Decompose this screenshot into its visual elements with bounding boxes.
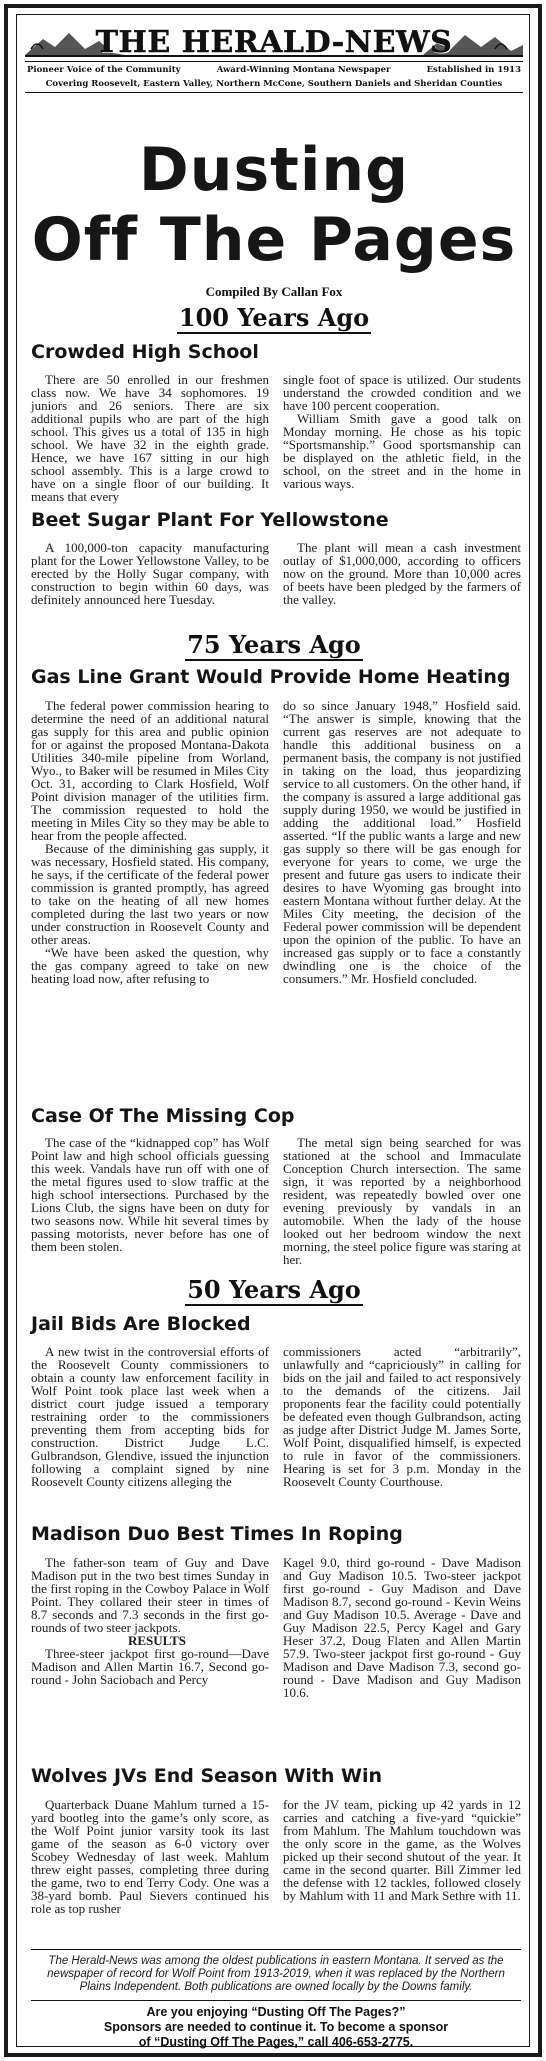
byline: Compiled By Callan Fox — [205, 284, 343, 299]
headline: Case Of The Missing Cop — [31, 1105, 295, 1127]
article-column-right — [283, 1556, 521, 1699]
paragraph: The case of the “kidnapped cop” has Wolf Point law and high school officials guessing this week. Vandals have run off with one of the metal figures used to slow traffic at the high school intersections. Purchased by the Lions Club, the signs have been on duty for two seasons now. While hit several times by passing motorists, never before has one of them been stolen. — [31, 1135, 269, 1254]
article-column-right — [283, 699, 521, 985]
masthead-tagline-left: Pioneer Voice of the Community — [27, 65, 181, 75]
article-column-right — [283, 373, 521, 490]
era-heading-50: 50 Years Ago — [187, 1275, 361, 1304]
headline: Gas Line Grant Would Provide Home Heating — [31, 666, 511, 688]
sponsor-callout-line: Sponsors are needed to continue it. To become a sponsor — [103, 2020, 449, 2034]
article-column-right — [283, 1136, 521, 1266]
article-column-left — [31, 1345, 269, 1488]
headline: Wolves JVs End Season With Win — [31, 1765, 383, 1787]
divider — [31, 1949, 521, 1950]
masthead-tagline-right: Established in 1913 — [426, 65, 521, 75]
sponsor-callout-line: Are you enjoying “Dusting Off The Pages?” — [146, 2005, 406, 2019]
article-column-right — [283, 541, 521, 606]
headline: Beet Sugar Plant For Yellowstone — [31, 509, 389, 531]
headline: Madison Duo Best Times In Roping — [31, 1523, 403, 1545]
article-body — [31, 373, 521, 505]
article-body — [31, 1345, 521, 1517]
article-body — [31, 699, 521, 1097]
article-column-left — [31, 699, 269, 985]
paragraph: Quarterback Duane Mahlum turned a 15-yard bootleg into the game’s only score, as the Wolf Point junior varsity took its last game of the season as 6-0 victory over Scobey Wednesday of last week. Mahlum threw eight passes, completing three during the game, two to end Terry Cody. One was a 38-yard bomb. Paul Sievers continued his role as top rusher — [31, 1797, 269, 1916]
masthead — [25, 23, 523, 93]
paragraph: Three-steer jackpot first go-round—Dave Madison and Allen Martin 16.7, Second go-round - John Saciobach and Percy — [31, 1646, 269, 1687]
paragraph: The federal power commission hearing to determine the need of an additional natural gas supply for this area and public opinion for or against the proposed Montana-Dakota Utilities 340-mile pipeline from Worland, Wyo., to Baker will be resumed in Miles City Oct. 31, according to Clark Hosfield, Wolf Point division manager of the utilities firm. The commission requested to hold the meeting in Miles City so they may be able to hear from the people affected. — [31, 698, 269, 843]
masthead-title — [25, 23, 523, 61]
article-body — [31, 1798, 521, 1943]
paragraph: William Smith gave a good talk on Monday morning. He chose as his topic “Sportsmanship.” Good sportsmanship can be displayed on the athletic field, in the school, on the street and in the home in various ways. — [283, 411, 521, 491]
paragraph: do so since January 1948,” Hosfield said. “The answer is simple, knowing that the current gas reserves are not adequate to handle this additional business on a permanent basis, the company is not justified in taking on the load, thus jeopardizing service to all customers. On the other hand, if the company is assured a large additional gas supply during 1950, we would be justified in adding the additional load.” Hosfield asserted. “If the public wants a large and new gas supply so there will be gas enough for everyone for years to come, we urge the present and future gas users to indicate their desires to have Wyoming gas brought into eastern Montana without further delay. At the Miles City meeting, the decision of the Federal power commission will be dependent upon the opinion of the public. To have an increased gas supply or to face a constantly dwindling one is the choice of the consumers.” Mr. Hosfield concluded. — [283, 698, 521, 986]
article-column-left — [31, 373, 269, 503]
masthead-name: THE HERALD-NEWS — [95, 24, 453, 60]
article-column-left — [31, 1798, 269, 1915]
masthead-tagline-center: Award-Winning Montana Newspaper — [216, 65, 391, 75]
article-body — [31, 541, 521, 621]
sponsor-callout-line: of “Dusting Off The Pages,” call 406-653-2775. — [138, 2035, 414, 2049]
paragraph: The father-son team of Guy and Dave Madison put in the two best times Sunday in the first roping in the Cowboy Palace in Wolf Point. They collared their steer in times of 8.7 seconds and 7.3 seconds in the first go-rounds of two steer jackpots. — [31, 1555, 269, 1635]
results-label: RESULTS — [127, 1633, 187, 1648]
masthead-coverage: Covering Roosevelt, Eastern Valley, Northern McCone, Southern Daniels and Sheridan Counties — [25, 77, 523, 93]
page-frame — [4, 4, 542, 2057]
headline: Crowded High School — [31, 341, 259, 363]
paragraph: commissioners acted “arbitrarily”, unlawfully and “capriciously” in calling for bids on the jail and failed to act responsively to the demands of the citizens. Jail proponents fear the facility could potentially be defeated even though Gulbrandson, acting as judge after District Judge M. James Sorte, Wolf Point, disqualified himself, is expected to rule in favor of the commissioners. Hearing is set for 3 p.m. Monday in the Roosevelt County Courthouse. — [283, 1344, 521, 1489]
article-column-right — [283, 1345, 521, 1488]
era-heading-75: 75 Years Ago — [187, 630, 361, 659]
paragraph: A 100,000-ton capacity manufacturing plant for the Lower Yellowstone Valley, to be erected by the Holly Sugar company, with construction to begin within 60 days, was definitely announced here Tuesday. — [31, 540, 269, 607]
paragraph: for the JV team, picking up 42 yards in 12 carries and catching a five-yard “quickie” from Mahlum. The Mahlum touchdown was the only score in the game, as the Wolves picked up their second shutout of the year. It came in the second quarter. Bill Zimmer led the defense with 12 tackles, followed closely by Mahlum with 11 and Mark Sethre with 11. — [283, 1797, 521, 1903]
era-heading-100: 100 Years Ago — [178, 303, 370, 332]
paragraph: Kagel 9.0, third go-round - Dave Madison and Guy Madison 10.5. Two-steer jackpot first go-round - Guy Madison and Dave Madison 8.7, second go-round - Kevin Weins and Guy Madison 10.5. Average - Dave and Guy Madison 22.5, Percy Kagel and Gary Heser 37.2, Doug Flaten and Allen Martin 57.9. Two-steer jackpot first go-round - Guy Madison and Dave Madison 7.3, second go-round - Dave Madison and Guy Madison 10.6. — [283, 1555, 521, 1700]
footer-note: The Herald-News was among the oldest publications in eastern Montana. It served as the newspaper of record for Wolf Point from 1913-2019, when it was replaced by the Northern Plains Independent. Both publications are owned locally by the Downs family. — [47, 1955, 505, 1993]
article-column-left — [31, 1556, 269, 1686]
article-column-left — [31, 1136, 269, 1253]
article-column-left — [31, 541, 269, 606]
paragraph: The plant will mean a cash investment outlay of $1,000,000, according to officers now on the ground. More than 10,000 acres of beets have been pledged by the farmers of the valley. — [283, 540, 521, 607]
paragraph: The metal sign being searched for was stationed at the school and Immaculate Conception Church intersection. The same sign, it was reported by a neighborhood resident, was repeatedly bowled over one evening previously by vandals in an automobile. When the lady of the house looked out her bedroom window the next morning, the steel police figure was staring at her. — [283, 1135, 521, 1267]
paragraph: single foot of space is utilized. Our students understand the crowded condition and we have 100 percent cooperation. — [283, 372, 521, 413]
article-body — [31, 1556, 521, 1764]
masthead-taglines — [25, 61, 523, 77]
page-title-line-1: Dusting — [138, 135, 410, 205]
paragraph: Because of the diminishing gas supply, it was necessary, Hosfield stated. His company, he says, if the certificate of the federal power commission is granted promptly, has agreed to take on the heating of all new homes completed during the last two years or now under construction in Roosevelt County and other areas. — [31, 841, 269, 947]
paragraph: A new twist in the controversial efforts of the Roosevelt County commissioners to obtain a county law enforcement facility in Wolf Point took place last week when a district court judge issued a temporary restraining order to the commissioners preventing them from accepting bids for construction. District Judge L.C. Gulbrandson, Glendive, issued the injunction following a complaint signed by nine Roosevelt County citizens alleging the — [31, 1344, 269, 1489]
headline: Jail Bids Are Blocked — [31, 1313, 251, 1335]
paragraph: There are 50 enrolled in our freshmen class now. We have 34 sophomores. 19 juniors and 26 seniors. There are six additional pupils who are part of the high school. This gives us a total of 135 in high school. We have 32 in the eighth grade. Hence, we have 167 sitting in our high school assembly. This is a large crowd to have on a single floor of our building. It means that every — [31, 372, 269, 504]
page-inner-border — [16, 14, 530, 2047]
divider — [31, 2000, 521, 2001]
article-body — [31, 1136, 521, 1268]
page-title-line-2: Off The Pages — [31, 205, 517, 275]
paragraph: “We have been asked the question, why the gas company agreed to take on new heating load now, after refusing to — [31, 945, 269, 986]
sponsor-callout — [31, 2005, 521, 2050]
article-column-right — [283, 1798, 521, 1902]
